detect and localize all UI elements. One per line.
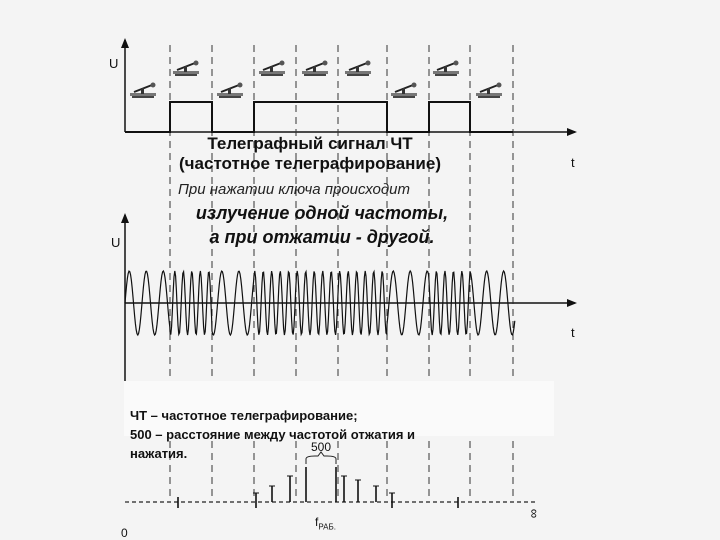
note-line-1: ЧТ – частотное телеграфирование; — [130, 408, 358, 423]
telegraph-key-icon — [173, 61, 199, 77]
telegraph-keys — [130, 61, 502, 99]
telegraph-key-icon — [476, 83, 502, 99]
infinity-label: ∞ — [527, 508, 543, 519]
subtitle-line-1: При нажатии ключа происходит — [178, 181, 411, 198]
subtitle-line-3: а при отжатии - другой. — [209, 227, 435, 247]
mid-x-label: t — [571, 325, 575, 340]
title-line-1: Телеграфный сигнал ЧТ — [207, 134, 413, 153]
subtitle-line-2: излучение одной частоты, — [195, 203, 449, 223]
telegraph-signal — [125, 102, 513, 132]
telegraph-key-icon — [130, 83, 156, 99]
title-line-2: (частотное телеграфирование) — [179, 154, 441, 173]
telegraph-key-icon — [345, 61, 371, 77]
center-frequency-label: $f_{РАБ.}$ — [315, 515, 336, 532]
note-line-3: нажатия. — [130, 446, 188, 461]
gap-label: 500 — [311, 440, 332, 454]
telegraph-key-icon — [433, 61, 459, 77]
spectrum-zero-label: 0 — [121, 526, 128, 540]
top-y-label: U — [109, 56, 119, 71]
telegraph-key-icon — [302, 61, 328, 77]
telegraph-key-icon — [259, 61, 285, 77]
top-x-label: t — [571, 155, 575, 170]
note-line-2: 500 – расстояние между частотой отжатия и — [130, 427, 416, 442]
mid-y-label: U — [111, 235, 121, 250]
telegraph-key-icon — [217, 83, 243, 99]
telegraph-key-icon — [391, 83, 417, 99]
